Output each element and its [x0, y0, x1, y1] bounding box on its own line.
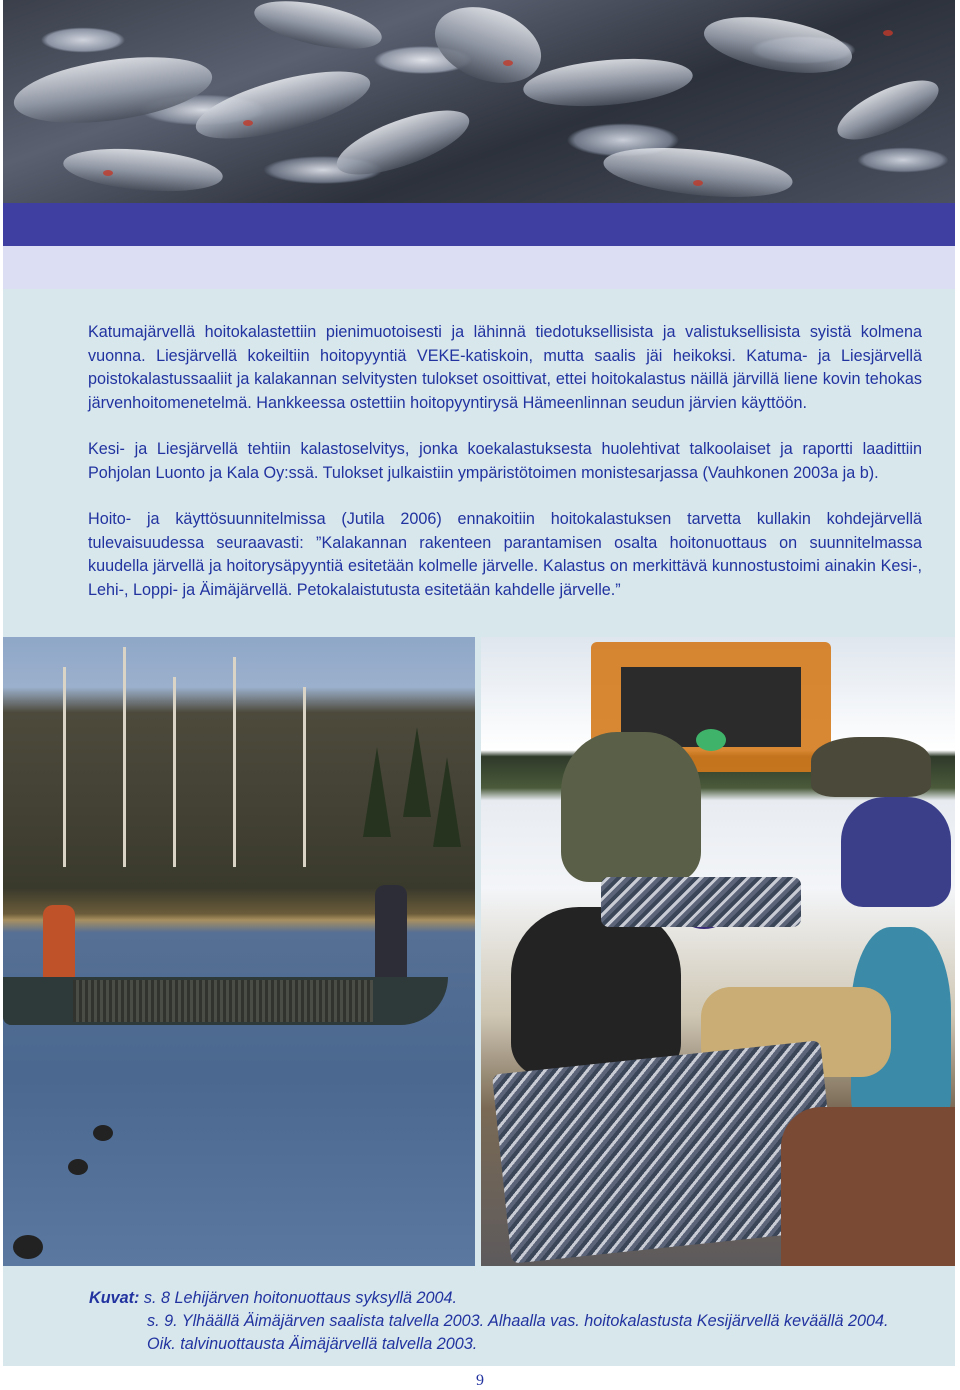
- paragraph: Kesi- ja Liesjärvellä tehtiin kalastoselvitys, jonka koekalastuksesta huolehtivat talkoolaiset ja raportti laadittiin Pohjolan Luonto ja Kala Oy:ssä. Tulokset julkaistiin ympäristötoimen monistesarjassa (Vauhkonen 2003a ja b).: [88, 440, 922, 482]
- paragraph: Hoito- ja käyttösuunnitelmissa (Jutila 2006) ennakoitiin hoitokalastuksen tarvetta kullakin kohdejärvellä tulevaisuudessa seuraavasti: ”Kalakannan rakenteen parantamisen osalta hoitonuottaus on suunnitelmassa kuudella järvellä ja hoitorysäpyyntiä esitetään kolmelle järvelle. Kalastus on merkittävä kunnostustoimi ainakin Kesi-, Lehi-, Loppi- ja Äimäjärvellä. Petokalaistutusta esitetään kahdelle järvelle.”: [88, 510, 922, 599]
- fish-catch-photo: [3, 0, 955, 203]
- page-number: 9: [476, 1372, 484, 1389]
- body-text: [88, 321, 922, 625]
- caption-line: s. 9. Ylhäällä Äimäjärven saalista talvella 2003. Alhaalla vas. hoitokalastusta Kesijärvellä keväällä 2004.: [147, 1312, 889, 1330]
- caption-line: s. 8 Lehijärven hoitonuottaus syksyllä 2004.: [143, 1289, 458, 1307]
- caption-label: Kuvat:: [89, 1289, 140, 1307]
- paragraph: Katumajärvellä hoitokalastettiin pienimuotoisesti ja lähinnä tiedotuksellisista ja valistuksellisista syistä kolmena vuonna. Liesjärvellä kokeiltiin hoitopyyntiä VEKE-katiskoin, mutta saalis jäi heikoksi. Katuma- ja Liesjärvellä poistokalastussaaliit ja kalakannan selvitysten tulokset osoittivat, ettei hoitokalastus näillä järvillä liene kovin tehokas järvenhoitomenetelmä. Hankkeessa ostettiin hoitopyyntirysä Hämeenlinnan seudun järvien käyttöön.: [88, 323, 922, 412]
- header-band-lavender: [3, 246, 955, 289]
- figure-caption: [89, 1287, 949, 1356]
- header-band-blue: [3, 203, 955, 246]
- lake-seine-fishing-photo: [3, 637, 475, 1266]
- winter-seine-catch-photo: [481, 637, 955, 1266]
- caption-line: Oik. talvinuottausta Äimäjärvellä talvella 2003.: [147, 1335, 478, 1353]
